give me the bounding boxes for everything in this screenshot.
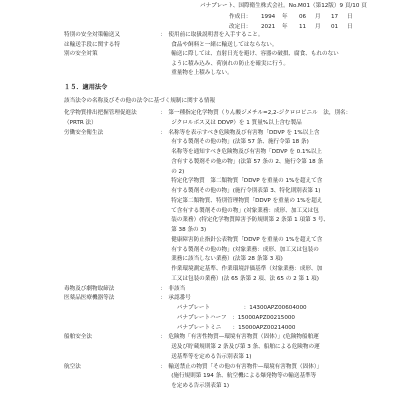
row-text: 含有する製剤その他の物」(法第 57 条の 2、施行令第 18 条 — [160, 158, 324, 165]
row-label: 労働安全衛生法 — [64, 129, 104, 136]
created-year-unit: 年 — [282, 14, 288, 20]
revised-year-unit: 年 — [282, 24, 288, 30]
row-text: ように積み込み、荷崩れの防止を確実に行う。 — [160, 60, 289, 67]
row-text: 作業環境測定基準、作業環境評価基準（対象業務：成形、加 — [160, 266, 323, 272]
row-text: 送及び貯蔵規則第 2 条及び第 3 条、船舶による危険物の運 — [160, 344, 320, 350]
row-text: ： 名称等を表示すべき危険物及び有害物「DDVP を 1%以上含 — [160, 129, 320, 136]
section-15-title: １５．適用法令 — [64, 84, 108, 91]
row-text: 有する製剤その他の物」(法第 57 条、施行令第 18 条) — [160, 139, 309, 146]
row-label: は輸送手段に関する特 — [64, 41, 120, 48]
created-day: 17 — [331, 14, 339, 20]
revised-label: 改定日： — [229, 24, 252, 30]
row-text: パナプレートハーフ ：15000APZ00215000 — [160, 314, 295, 321]
row-text: 特定化学物質 第二類物質「DDVP を重量の 1%を超えて含 — [160, 178, 323, 185]
row-text: て含有する製剤その他の物」(対象業務：成形、加工又は包 — [160, 207, 319, 214]
row-text: ： 危険物「有害性物質—環境有害物質（固体）」(危険物船舶運 — [160, 334, 319, 341]
revised-year: 2021 — [261, 24, 276, 30]
row-text: パナプレート ：14300APZ00604000 — [160, 305, 307, 311]
row-text: 装の業務）(特定化学物質障害予防規則第 2 条第 1 項第 3 号、 — [160, 217, 329, 224]
created-month-unit: 月 — [315, 14, 321, 20]
row-text: の 2) — [160, 168, 185, 175]
row-text: 特定第二類物質、特別管理物質「DDVP を重量の 1%を超え — [160, 197, 323, 204]
header-title: パナプレート、国際衛生株式会社。No.M01（第12版）9 頁/10 頁 — [200, 3, 367, 9]
row-text: 第 38 条の 3) — [160, 227, 207, 233]
row-label: （PRTR 法） — [64, 119, 97, 126]
revised-month: 11 — [299, 24, 307, 30]
row-text: 食品や飼料と一緒に輸送してはならない。 — [160, 41, 278, 48]
row-text: 業務に該当しない業務）(法第 28 条第 3 項) — [160, 256, 283, 263]
row-text: ： 承認番号 — [160, 295, 191, 302]
row-label: 別の安全対策 — [64, 51, 98, 58]
row-label: 化学物質排出把握管理促進法 — [64, 110, 137, 116]
row-text: 有する製剤その他の物」(対象業務：成形、加工又は包装の — [160, 246, 319, 253]
revised-month-unit: 月 — [315, 24, 321, 30]
row-text: を定める告示別表第 1) — [160, 383, 230, 389]
revised-day-unit: 日 — [347, 24, 353, 30]
row-text: ジクロルボス又は DDVP）を 1 質量%以上含む製品 — [160, 119, 302, 126]
created-month: 06 — [299, 14, 307, 20]
row-text: 工又は包装の業務）(法 65 条第 2 項、法 65 の 2 第 1 項) — [160, 275, 319, 282]
row-label: 特別の安全対策輸送又 — [64, 32, 120, 38]
row-text: ： 輸送禁止の物質「その他の有害物件—環境有害物質（固体）」 — [160, 363, 323, 370]
row-text: 有する製剤その他の物」(施行令別表第 3、特化則別表第 1) — [160, 188, 321, 194]
row-label: 船舶安全法 — [64, 334, 92, 341]
row-label: 航空法 — [64, 363, 81, 370]
row-label: 医薬品医療機器等法 — [64, 295, 115, 302]
row-text: 健康障害防止指針公表物質「DDVP を重量の 1%を超えて含 — [160, 236, 323, 243]
revised-day: 01 — [331, 24, 339, 30]
row-text: ： 使用前に取扱説明書を入手すること。 — [160, 32, 264, 38]
row-text: (施行規則第 194 条、航空機による爆発物等の輸送基準等 — [160, 373, 317, 380]
row-text: ： 非該当 — [160, 285, 186, 292]
created-year: 1994 — [261, 14, 276, 20]
row-text: 重量物を上積みしない。 — [160, 70, 233, 77]
row-text: 送基準等を定める告示別表第 1) — [160, 353, 252, 360]
created-day-unit: 日 — [347, 14, 353, 20]
section-15-intro: 該当法令の名称及びその他の法令に基づく規制に関する情報 — [64, 98, 216, 104]
row-text: 名称等を通知すべき危険物及び有害物「DDVP を 0.1%以上 — [160, 149, 323, 155]
row-text: 輸送に際しては、直射日光を避け、容器の破損、腐食、もれのない — [160, 51, 339, 58]
row-text: ： 第一種指定化学物質（りん酸ジメチル=2,2-ジクロロビニル 法，別名： — [160, 110, 352, 116]
row-label: 毒物及び劇物取締法 — [64, 285, 115, 292]
created-label: 作成日： — [229, 14, 252, 20]
row-text: パナプレートミニ ：15000APZ00214000 — [160, 324, 296, 331]
